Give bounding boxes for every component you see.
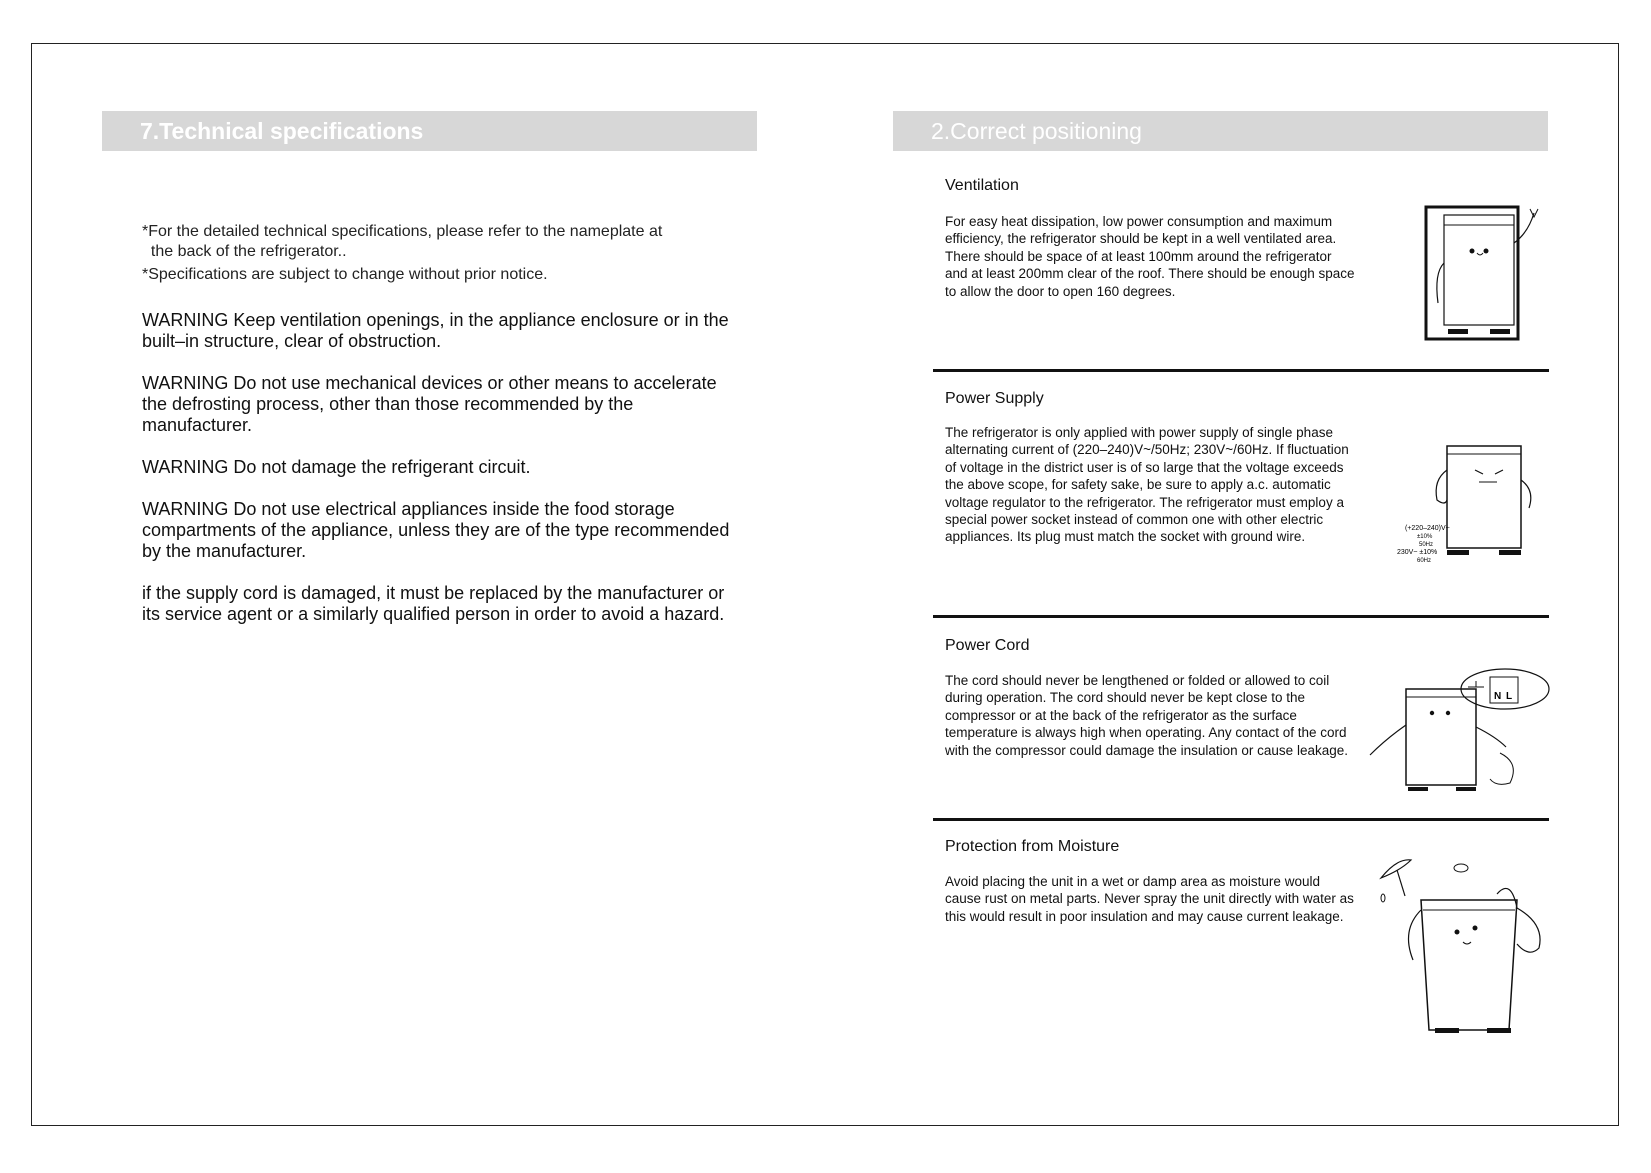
refrigerator-moisture-icon — [1375, 848, 1555, 1036]
moisture-text: Avoid placing the unit in a wet or damp area as moisture would cause rust on metal parts. Never spray the unit directly with water as this would result in poor insulation and may cause current leakage. — [945, 874, 1354, 924]
power-cord-text: The cord should never be lengthened or folded or allowed to coil during operation. The cord should never be kept close to the compressor or at the back of the refrigerator as the surface temperature is always high when operating. Any contact of the cord with the compressor could damage the insulation or cause leakage. — [945, 673, 1348, 758]
plug-label-n: N — [1494, 691, 1502, 702]
section-header-correct-positioning: 2.Correct positioning — [893, 111, 1548, 151]
note-nameplate: *For the detailed technical specifications, please refer to the nameplate at the back of the refrigerator.. — [142, 223, 663, 260]
voltage-label-4: 230V~ ±10% — [1397, 549, 1438, 556]
ventilation-text: For easy heat dissipation, low power consumption and maximum efficiency, the refrigerator should be kept in a well ventilated area. There should be space of at least 100mm around the refrigerator and at least 200mm clear of the roof. There should be enough space to allow the door to open 160 degrees. — [945, 214, 1355, 299]
warning-refrigerant: WARNING Do not damage the refrigerant circuit. — [142, 457, 531, 477]
section-divider — [933, 615, 1549, 618]
warning-electrical-appliances: WARNING Do not use electrical appliances inside the food storage compartments of the appliance, unless they are of the type recommended by the manufacturer. — [142, 499, 730, 561]
power-supply-text: The refrigerator is only applied with power supply of single phase alternating current of (220–240)V~/50Hz; 230V~/60Hz. If fluctuation of voltage in the district user is of so large that the voltage exceeds the above scope, for safety sake, be sure to apply a.c. automatic voltage regulator to the refrigerator. The refrigerator must employ a special power socket instead of common one with other electric appliances. Its plug must match the socket with ground wire. — [945, 425, 1349, 545]
section-header-technical-specifications: 7.Technical specifications — [102, 111, 757, 151]
warning-ventilation: WARNING Keep ventilation openings, in the appliance enclosure or in the built–in structure, clear of obstruction. — [142, 310, 729, 351]
ventilation-title: Ventilation — [945, 177, 1019, 194]
warning-defrosting: WARNING Do not use mechanical devices or other means to accelerate the defrosting process, other than those recommended by the manufacturer. — [142, 373, 717, 435]
voltage-label-2: ±10% — [1417, 534, 1433, 540]
note-specifications-change: *Specifications are subject to change without prior notice. — [142, 266, 548, 283]
voltage-label-1: (+220–240)V~ — [1405, 525, 1450, 532]
refrigerator-ventilation-icon — [1420, 203, 1540, 343]
refrigerator-power-supply-icon — [1395, 440, 1540, 570]
power-supply-title: Power Supply — [945, 390, 1044, 407]
power-cord-title: Power Cord — [945, 637, 1030, 654]
voltage-label-5: 60Hz — [1417, 558, 1432, 564]
moisture-title: Protection from Moisture — [945, 838, 1120, 855]
plug-label-l: L — [1506, 691, 1513, 702]
section-divider — [933, 818, 1549, 821]
voltage-label-3: 50Hz — [1419, 542, 1434, 548]
warning-supply-cord: if the supply cord is damaged, it must be replaced by the manufacturer or its service agent or a similarly qualified person in order to avoid a hazard. — [142, 583, 725, 624]
section-divider — [933, 369, 1549, 372]
refrigerator-power-cord-icon — [1360, 665, 1555, 795]
